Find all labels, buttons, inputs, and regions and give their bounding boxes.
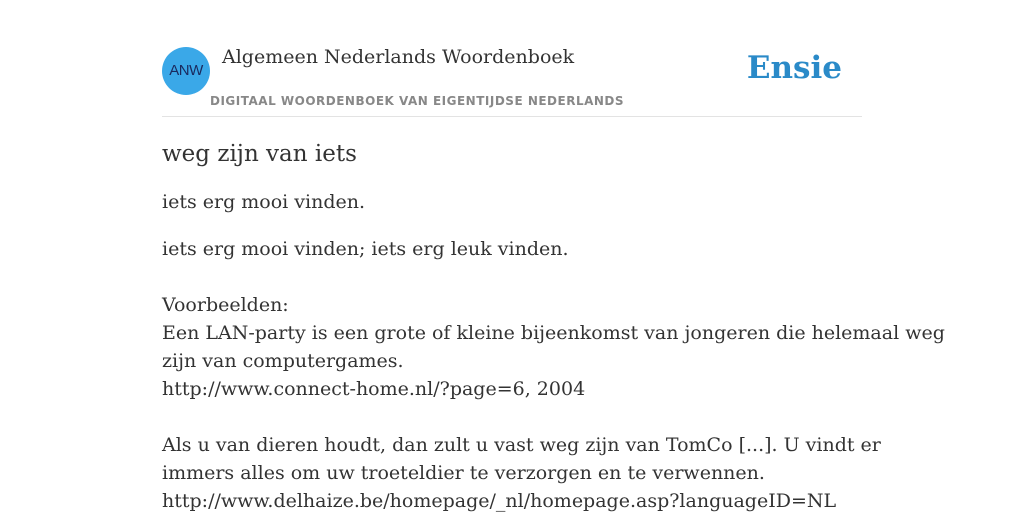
site-subtitle: DIGITAAL WOORDENBOEK VAN EIGENTIJDSE NEDERLANDS	[210, 94, 625, 108]
site-header	[162, 40, 862, 117]
examples-section	[162, 263, 945, 512]
spacer	[162, 403, 862, 431]
example-2-source: http://www.delhaize.be/homepage/_nl/homepage.asp?languageID=NL	[162, 490, 837, 512]
short-definition: iets erg mooi vinden.	[162, 191, 366, 213]
examples-label: Voorbeelden:	[162, 294, 289, 316]
spacer	[162, 263, 862, 291]
anw-logo[interactable]: ANW	[162, 47, 210, 95]
entry-content	[162, 138, 945, 512]
example-2-text: immers alles om uw troeteldier te verzorgen en te verwennen.	[162, 462, 765, 484]
entry-title: weg zijn van iets	[162, 141, 357, 167]
example-1-text: Een LAN-party is een grote of kleine bijeenkomst van jongeren die helemaal weg	[162, 322, 945, 344]
ensie-brand-logo[interactable]: Ensie	[746, 50, 842, 86]
example-2-text: Als u van dieren houdt, dan zult u vast weg zijn van TomCo [...]. U vindt er	[162, 434, 881, 456]
full-definition: iets erg mooi vinden; iets erg leuk vinden.	[162, 238, 569, 260]
site-title[interactable]: Algemeen Nederlands Woordenboek	[222, 46, 575, 68]
example-1-source: http://www.connect-home.nl/?page=6, 2004	[162, 378, 586, 400]
example-1-text: zijn van computergames.	[162, 350, 404, 372]
